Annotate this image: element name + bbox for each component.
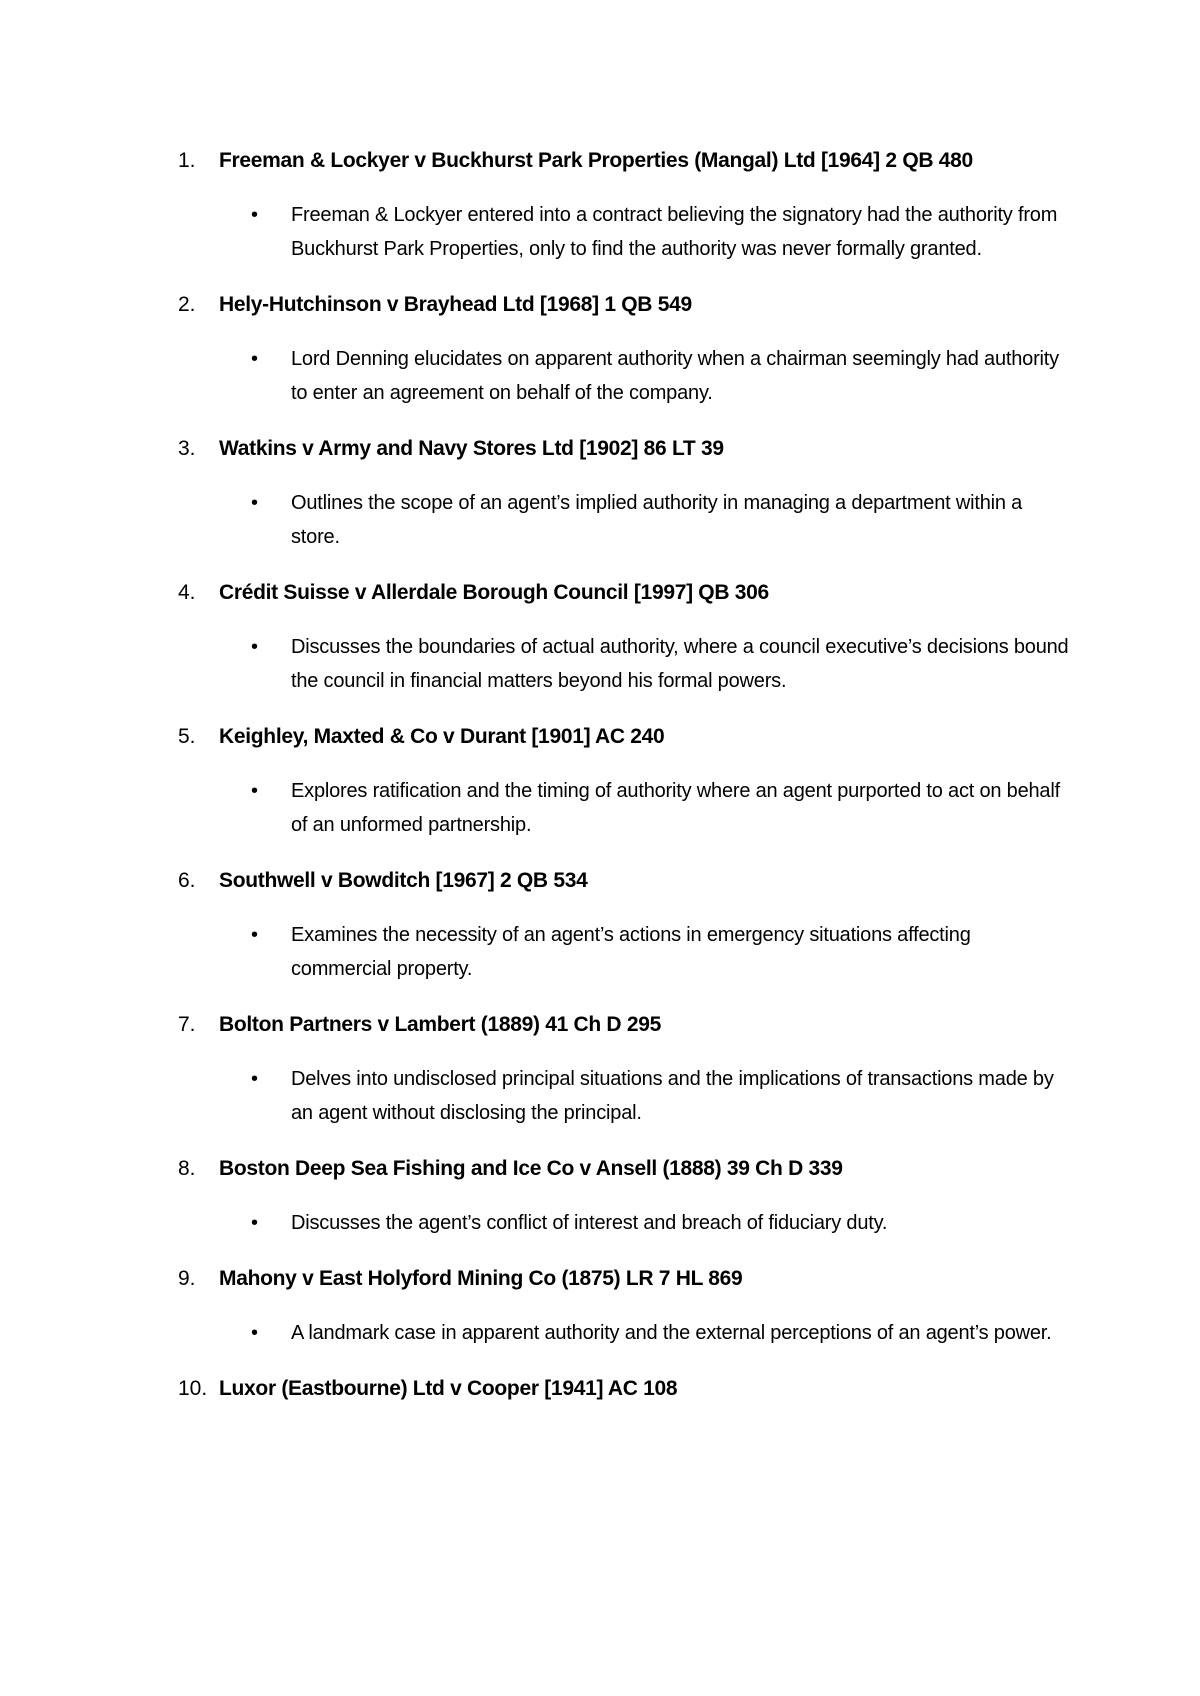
case-heading	[0, 432, 1200, 466]
case-heading	[0, 864, 1200, 898]
case-title: Freeman & Lockyer v Buckhurst Park Properties (Mangal) Ltd [1964] 2 QB 480	[219, 149, 973, 172]
case-title: Luxor (Eastbourne) Ltd v Cooper [1941] AC 108	[219, 1377, 678, 1400]
case-heading	[0, 720, 1200, 754]
case-title: Hely-Hutchinson v Brayhead Ltd [1968] 1 QB 549	[219, 293, 692, 316]
case-description-text: A landmark case in apparent authority and the external perceptions of an agent’s power.	[291, 1322, 1052, 1344]
case-description-text: Lord Denning elucidates on apparent authority when a chairman seemingly had authority to enter an agreement on behalf of the company.	[291, 348, 1059, 404]
bullet-icon: •	[251, 492, 259, 514]
case-number: 6.	[178, 869, 196, 892]
case-number: 5.	[178, 725, 196, 748]
case-number: 2.	[178, 293, 196, 316]
case-title: Boston Deep Sea Fishing and Ice Co v Ansell (1888) 39 Ch D 339	[219, 1157, 843, 1180]
case-description-text: Freeman & Lockyer entered into a contract believing the signatory had the authority from Buckhurst Park Properties, only to find the authority was never formally granted.	[291, 204, 1058, 260]
bullet-icon: •	[251, 924, 259, 946]
case-description	[0, 1062, 1200, 1130]
case-title: Mahony v East Holyford Mining Co (1875) LR 7 HL 869	[219, 1267, 743, 1290]
case-description	[0, 774, 1200, 842]
case-description	[0, 486, 1200, 554]
case-list	[0, 144, 1200, 1428]
case-item-6	[0, 864, 1200, 986]
case-description	[0, 630, 1200, 698]
case-item-5	[0, 720, 1200, 842]
bullet-icon: •	[251, 780, 259, 802]
case-title: Keighley, Maxted & Co v Durant [1901] AC 240	[219, 725, 665, 748]
case-item-4	[0, 576, 1200, 698]
case-heading	[0, 1152, 1200, 1186]
case-number: 7.	[178, 1013, 196, 1036]
case-number: 1.	[178, 149, 196, 172]
case-description	[0, 918, 1200, 986]
case-item-3	[0, 432, 1200, 554]
case-item-9	[0, 1262, 1200, 1350]
case-number: 8.	[178, 1157, 196, 1180]
case-number: 10.	[178, 1377, 208, 1400]
bullet-icon: •	[251, 348, 259, 370]
case-title: Crédit Suisse v Allerdale Borough Council [1997] QB 306	[219, 581, 769, 604]
case-item-10	[0, 1372, 1200, 1406]
bullet-icon: •	[251, 636, 259, 658]
case-number: 9.	[178, 1267, 196, 1290]
case-description	[0, 1206, 1200, 1240]
case-description-text: Examines the necessity of an agent’s actions in emergency situations affecting commercial property.	[291, 924, 971, 980]
bullet-icon: •	[251, 1322, 259, 1344]
case-description-text: Discusses the agent’s conflict of interest and breach of fiduciary duty.	[291, 1212, 888, 1234]
case-title: Bolton Partners v Lambert (1889) 41 Ch D 295	[219, 1013, 661, 1036]
case-heading	[0, 1262, 1200, 1296]
case-heading	[0, 1008, 1200, 1042]
case-description-text: Explores ratification and the timing of authority where an agent purported to act on behalf of an unformed partnership.	[291, 780, 1060, 836]
case-description	[0, 1316, 1200, 1350]
bullet-icon: •	[251, 1068, 259, 1090]
case-item-2	[0, 288, 1200, 410]
case-description	[0, 342, 1200, 410]
case-number: 4.	[178, 581, 196, 604]
case-title: Watkins v Army and Navy Stores Ltd [1902] 86 LT 39	[219, 437, 724, 460]
case-item-8	[0, 1152, 1200, 1240]
case-heading	[0, 576, 1200, 610]
case-description	[0, 198, 1200, 266]
case-number: 3.	[178, 437, 196, 460]
case-description-text: Outlines the scope of an agent’s implied authority in managing a department within a store.	[291, 492, 1023, 548]
case-heading	[0, 144, 1200, 178]
case-heading	[0, 288, 1200, 322]
case-item-7	[0, 1008, 1200, 1130]
case-title: Southwell v Bowditch [1967] 2 QB 534	[219, 869, 588, 892]
bullet-icon: •	[251, 204, 259, 226]
case-description-text: Delves into undisclosed principal situations and the implications of transactions made by an agent without disclosing the principal.	[291, 1068, 1054, 1124]
case-description-text: Discusses the boundaries of actual authority, where a council executive’s decisions bound the council in financial matters beyond his formal powers.	[291, 636, 1069, 692]
case-heading	[0, 1372, 1200, 1406]
bullet-icon: •	[251, 1212, 259, 1234]
case-item-1	[0, 144, 1200, 266]
